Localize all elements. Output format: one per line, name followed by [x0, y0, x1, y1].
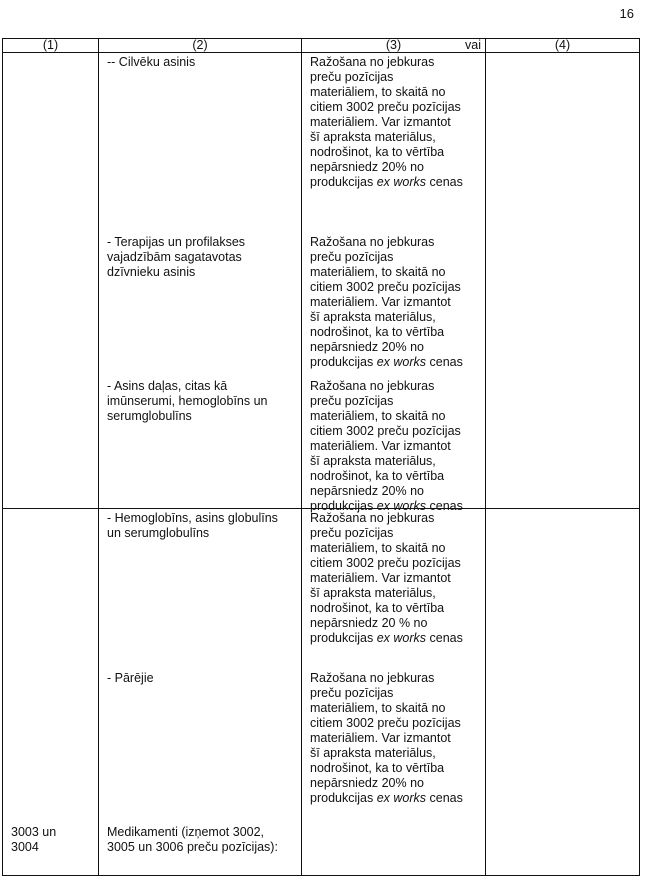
rule-line: citiem 3002 preču pozīcijas: [310, 100, 461, 114]
rule-line: nodrošinot, ka to vērtība: [310, 145, 445, 159]
code-cell: [3, 53, 99, 509]
description-item: -- Cilvēku asinis: [107, 55, 196, 69]
rule-line: citiem 3002 preču pozīcijas: [310, 424, 461, 438]
rule-line: šī apraksta materiālus,: [310, 746, 436, 760]
description-item: - Pārējie: [107, 671, 154, 685]
rule-cell: [302, 53, 486, 513]
rule-line: citiem 3002 preču pozīcijas: [310, 280, 461, 294]
description-cell: [99, 53, 302, 509]
header-col3-label: (3): [385, 38, 402, 52]
rule-line: nepārsniedz 20% no: [310, 160, 424, 174]
description-item: - Hemoglobīns, asins globulīns un serumglobulīns: [107, 511, 278, 540]
rule-line: nodrošinot, ka to vērtība: [310, 601, 445, 615]
header-vai-label: vai: [465, 38, 481, 52]
rule-line: nepārsniedz 20 % no: [310, 616, 428, 630]
rule-line: produkcijas ex works cenas: [310, 355, 463, 369]
rule-block: [310, 511, 479, 646]
description-item: - Terapijas un profilakses vajadzībām sagatavotas dzīvnieku asinis: [107, 235, 246, 279]
description-item: - Asins daļas, citas kā imūnserumi, hemoglobīns un serumglobulīns: [107, 379, 268, 423]
rule-line: nodrošinot, ka to vērtība: [310, 325, 445, 339]
rule-line: materiāliem, to skaitā no: [310, 701, 446, 715]
rule-line: materiāliem. Var izmantot: [310, 115, 451, 129]
description-item: Medikamenti (izņemot 3002, 3005 un 3006 preču pozīcijas):: [107, 825, 278, 854]
rule-line: materiāliem. Var izmantot: [310, 731, 451, 745]
rule-line: nepārsniedz 20% no: [310, 484, 424, 498]
rule-line: preču pozīcijas: [310, 250, 394, 264]
rule-block: [310, 671, 479, 806]
table-row: [3, 509, 640, 876]
header-col3: [302, 39, 486, 53]
rule-line: šī apraksta materiālus,: [310, 130, 436, 144]
rule-line: materiāliem. Var izmantot: [310, 571, 451, 585]
rule-line: nodrošinot, ka to vērtība: [310, 469, 445, 483]
rule-block: [310, 55, 479, 190]
rule-line: materiāliem. Var izmantot: [310, 295, 451, 309]
rule-line: preču pozīcijas: [310, 394, 394, 408]
alternative-rule-cell: [486, 53, 640, 509]
header-col4: (4): [486, 39, 640, 53]
rule-line: šī apraksta materiālus,: [310, 454, 436, 468]
header-col1: (1): [3, 39, 99, 53]
rule-line: produkcijas ex works cenas: [310, 791, 463, 805]
rule-line: nepārsniedz 20% no: [310, 776, 424, 790]
rule-line: Ražošana no jebkuras: [310, 55, 435, 69]
rule-line: Ražošana no jebkuras: [310, 511, 435, 525]
alternative-rule-cell: [486, 509, 640, 876]
table-header-row: [3, 39, 640, 53]
rule-block: [310, 235, 479, 370]
rule-line: produkcijas ex works cenas: [310, 631, 463, 645]
rule-cell: [302, 509, 486, 876]
rule-line: citiem 3002 preču pozīcijas: [310, 716, 461, 730]
rule-line: Ražošana no jebkuras: [310, 379, 435, 393]
rule-line: materiāliem. Var izmantot: [310, 439, 451, 453]
code-cell: [3, 509, 99, 876]
description-cell: [99, 509, 302, 876]
rule-line: šī apraksta materiālus,: [310, 586, 436, 600]
rule-line: materiāliem, to skaitā no: [310, 541, 446, 555]
rule-line: šī apraksta materiālus,: [310, 310, 436, 324]
rule-line: materiāliem, to skaitā no: [310, 265, 446, 279]
table-row: [3, 53, 640, 509]
rule-line: preču pozīcijas: [310, 70, 394, 84]
header-col2: (2): [99, 39, 302, 53]
rule-line: Ražošana no jebkuras: [310, 235, 435, 249]
rule-line: produkcijas ex works cenas: [310, 499, 463, 513]
rule-line: Ražošana no jebkuras: [310, 671, 435, 685]
rule-line: materiāliem, to skaitā no: [310, 85, 446, 99]
heading-code: 3003 un 3004: [11, 825, 57, 854]
rule-line: nepārsniedz 20% no: [310, 340, 424, 354]
rule-line: citiem 3002 preču pozīcijas: [310, 556, 461, 570]
rule-line: produkcijas ex works cenas: [310, 175, 463, 189]
rule-line: preču pozīcijas: [310, 526, 394, 540]
rules-table: [2, 38, 640, 876]
rule-block: [310, 379, 479, 514]
rule-line: preču pozīcijas: [310, 686, 394, 700]
rule-line: materiāliem, to skaitā no: [310, 409, 446, 423]
page-number: 16: [619, 6, 634, 21]
rule-line: nodrošinot, ka to vērtība: [310, 761, 445, 775]
